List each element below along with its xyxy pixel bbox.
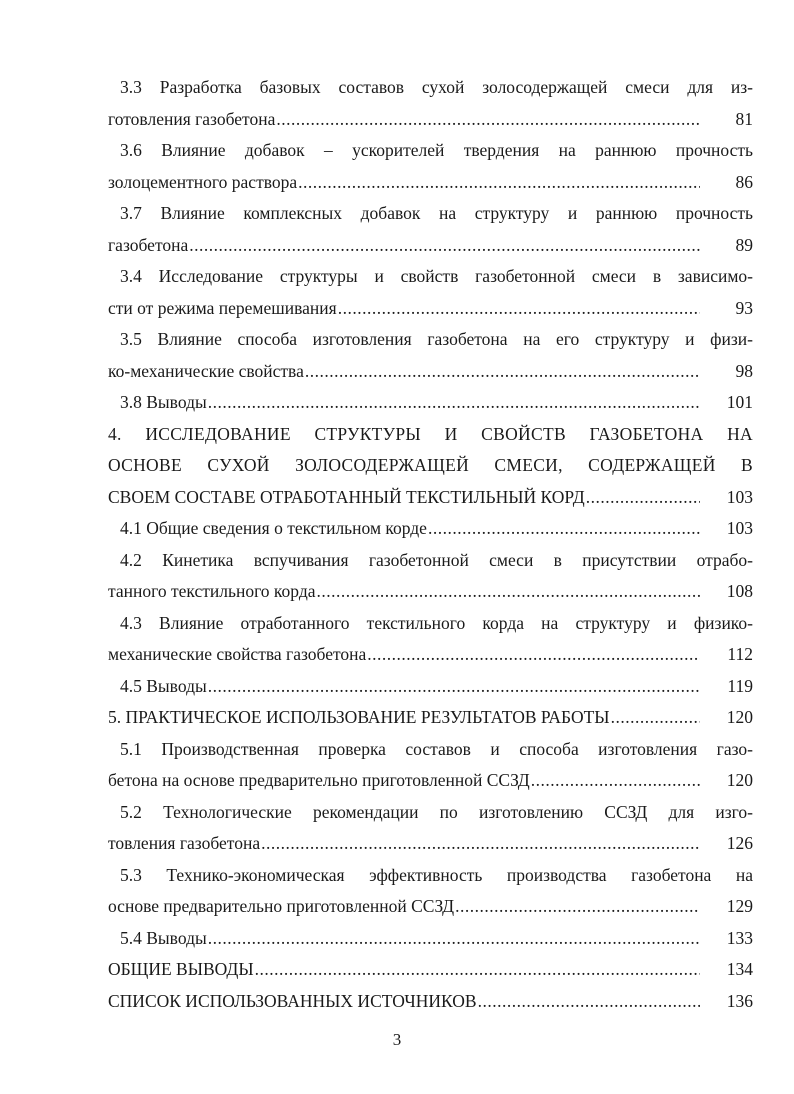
toc-page-number: 120 bbox=[726, 770, 753, 790]
toc-page-number: 81 bbox=[735, 108, 753, 129]
toc-entry-title-line1: 4.3 Влияние отработанного текстильного корда на структуру и физико- bbox=[120, 612, 753, 633]
toc-entry-4-3[interactable] bbox=[108, 608, 753, 671]
toc-page-number: 101 bbox=[726, 392, 753, 412]
toc-general-conclusions[interactable] bbox=[108, 954, 753, 986]
leader-dots bbox=[586, 482, 700, 514]
toc-entry-title: 4.5 Выводы bbox=[120, 675, 207, 696]
toc-entry-row bbox=[108, 954, 700, 986]
toc-entry-row bbox=[108, 986, 700, 1018]
toc-page-number: 86 bbox=[735, 171, 753, 192]
leader-dots bbox=[261, 828, 700, 860]
toc-entry-title-line2-row bbox=[108, 293, 700, 325]
toc-entry-title-line2-row bbox=[108, 230, 700, 262]
toc-page-number: 103 bbox=[726, 518, 753, 538]
leader-dots bbox=[276, 104, 700, 136]
toc-entry-title: СПИСОК ИСПОЛЬЗОВАННЫХ ИСТОЧНИКОВ bbox=[108, 990, 477, 1011]
leader-dots bbox=[255, 954, 700, 986]
toc-entry-title-line1: 3.3 Разработка базовых составов сухой золосодержащей смеси для из- bbox=[120, 77, 753, 97]
toc-entry-title-line2-row bbox=[108, 639, 700, 671]
toc-entry-title-line2: товления газобетона bbox=[108, 833, 261, 853]
toc-entry-title-line1: 3.6 Влияние добавок – ускорителей твердения на раннюю прочность bbox=[120, 140, 753, 160]
toc-entry-3-6[interactable] bbox=[108, 135, 753, 198]
toc-entry-title: 4.1 Общие сведения о текстильном корде bbox=[120, 518, 427, 538]
toc-chapter-4[interactable] bbox=[108, 419, 753, 514]
toc-entry-title-line2-row bbox=[108, 104, 700, 136]
leader-dots bbox=[367, 639, 700, 671]
toc-entry-title-line2: золоцементного раствора bbox=[108, 171, 298, 192]
toc-entry-title-line2-row bbox=[108, 828, 700, 860]
toc-page-number: 133 bbox=[726, 927, 753, 948]
toc-page-number: 98 bbox=[735, 360, 753, 381]
toc-entry-title-line2: бетона на основе предварительно приготовленной ССЗД bbox=[108, 770, 530, 790]
toc-chapter-title-line3-row bbox=[108, 482, 700, 514]
toc-page-number: 103 bbox=[726, 486, 753, 507]
toc-entry-title-line2: ко-механические свойства bbox=[108, 360, 304, 381]
toc-entry-title: 3.8 Выводы bbox=[120, 392, 207, 412]
toc-entry-3-5[interactable] bbox=[108, 324, 753, 387]
toc-chapter-title-line2: ОСНОВЕ СУХОЙ ЗОЛОСОДЕРЖАЩЕЙ СМЕСИ, СОДЕРЖАЩЕЙ В bbox=[108, 455, 753, 475]
toc-entry-5-4[interactable] bbox=[108, 923, 753, 955]
toc-page-number: 108 bbox=[726, 581, 753, 601]
leader-dots bbox=[428, 513, 700, 545]
toc-entry-3-3[interactable] bbox=[108, 72, 753, 135]
toc-entry-title-line1: 5.2 Технологические рекомендации по изготовлению ССЗД для изго- bbox=[120, 801, 753, 822]
toc-page-number: 89 bbox=[735, 234, 753, 255]
toc-page-number: 136 bbox=[726, 990, 753, 1011]
leader-dots bbox=[208, 923, 700, 955]
toc-page-number: 119 bbox=[727, 675, 753, 696]
toc-entry-4-5[interactable] bbox=[108, 671, 753, 703]
toc-page-number: 129 bbox=[726, 896, 753, 916]
leader-dots bbox=[478, 986, 700, 1018]
toc-entry-title-line2: механические свойства газобетона bbox=[108, 644, 367, 664]
leader-dots bbox=[531, 765, 700, 797]
toc-entry-title-line1: 3.5 Влияние способа изготовления газобетона на его структуру и физи- bbox=[120, 329, 753, 349]
toc-entry-title-line2: танного текстильного корда bbox=[108, 581, 316, 601]
toc-chapter-row bbox=[108, 702, 700, 734]
toc-entry-title-line2-row bbox=[108, 891, 700, 923]
table-of-contents bbox=[108, 72, 753, 1017]
toc-page-number: 112 bbox=[727, 644, 753, 664]
toc-chapter-title: 5. ПРАКТИЧЕСКОЕ ИСПОЛЬЗОВАНИЕ РЕЗУЛЬТАТОВ РАБОТЫ bbox=[108, 707, 610, 727]
leader-dots bbox=[611, 702, 700, 734]
toc-page-number: 93 bbox=[735, 297, 753, 318]
toc-entry-title-line1: 5.3 Технико-экономическая эффективность производства газобетона на bbox=[120, 864, 753, 885]
toc-entry-title-line2-row bbox=[108, 356, 700, 388]
toc-chapter-title-line3: СВОЕМ СОСТАВЕ ОТРАБОТАННЫЙ ТЕКСТИЛЬНЫЙ КОРД bbox=[108, 486, 585, 507]
toc-entry-3-7[interactable] bbox=[108, 198, 753, 261]
toc-entry-4-1[interactable] bbox=[108, 513, 753, 545]
toc-entry-row bbox=[108, 513, 700, 545]
toc-entry-title-line1: 4.2 Кинетика вспучивания газобетонной смеси в присутствии отрабо- bbox=[120, 549, 753, 570]
toc-entry-3-8[interactable] bbox=[108, 387, 753, 419]
leader-dots bbox=[455, 891, 700, 923]
toc-entry-5-2[interactable] bbox=[108, 797, 753, 860]
toc-entry-title-line2-row bbox=[108, 576, 700, 608]
toc-entry-title: ОБЩИЕ ВЫВОДЫ bbox=[108, 959, 254, 979]
toc-entry-4-2[interactable] bbox=[108, 545, 753, 608]
toc-page-number: 134 bbox=[726, 959, 753, 979]
toc-entry-title-line2: основе предварительно приготовленной ССЗД bbox=[108, 896, 455, 916]
toc-page-number: 120 bbox=[726, 707, 753, 727]
toc-chapter-5[interactable] bbox=[108, 702, 753, 734]
leader-dots bbox=[208, 387, 700, 419]
leader-dots bbox=[189, 230, 700, 262]
toc-entry-3-4[interactable] bbox=[108, 261, 753, 324]
toc-entry-title-line1: 5.1 Производственная проверка составов и способа изготовления газо- bbox=[120, 738, 753, 759]
page-number: 3 bbox=[392, 1030, 402, 1049]
toc-entry-title: 5.4 Выводы bbox=[120, 927, 207, 948]
leader-dots bbox=[298, 167, 700, 199]
toc-entry-title-line2-row bbox=[108, 765, 700, 797]
leader-dots bbox=[208, 671, 700, 703]
leader-dots bbox=[305, 356, 700, 388]
toc-entry-row bbox=[108, 671, 700, 703]
toc-entry-title-line2: сти от режима перемешивания bbox=[108, 297, 337, 318]
toc-entry-title-line1: 3.4 Исследование структуры и свойств газобетонной смеси в зависимо- bbox=[120, 266, 753, 286]
leader-dots bbox=[317, 576, 701, 608]
toc-page-number: 126 bbox=[726, 833, 753, 853]
toc-references[interactable] bbox=[108, 986, 753, 1018]
toc-entry-title-line2: газобетона bbox=[108, 234, 189, 255]
toc-entry-row bbox=[108, 387, 700, 419]
toc-entry-title-line1: 3.7 Влияние комплексных добавок на структуру и раннюю прочность bbox=[120, 203, 753, 223]
toc-entry-5-1[interactable] bbox=[108, 734, 753, 797]
toc-entry-title-line2-row bbox=[108, 167, 700, 199]
leader-dots bbox=[338, 293, 700, 325]
toc-entry-title-line2: готовления газобетона bbox=[108, 108, 276, 129]
toc-chapter-title-line1: 4. ИССЛЕДОВАНИЕ СТРУКТУРЫ И СВОЙСТВ ГАЗОБЕТОНА НА bbox=[108, 423, 753, 444]
toc-entry-5-3[interactable] bbox=[108, 860, 753, 923]
toc-entry-row bbox=[108, 923, 700, 955]
